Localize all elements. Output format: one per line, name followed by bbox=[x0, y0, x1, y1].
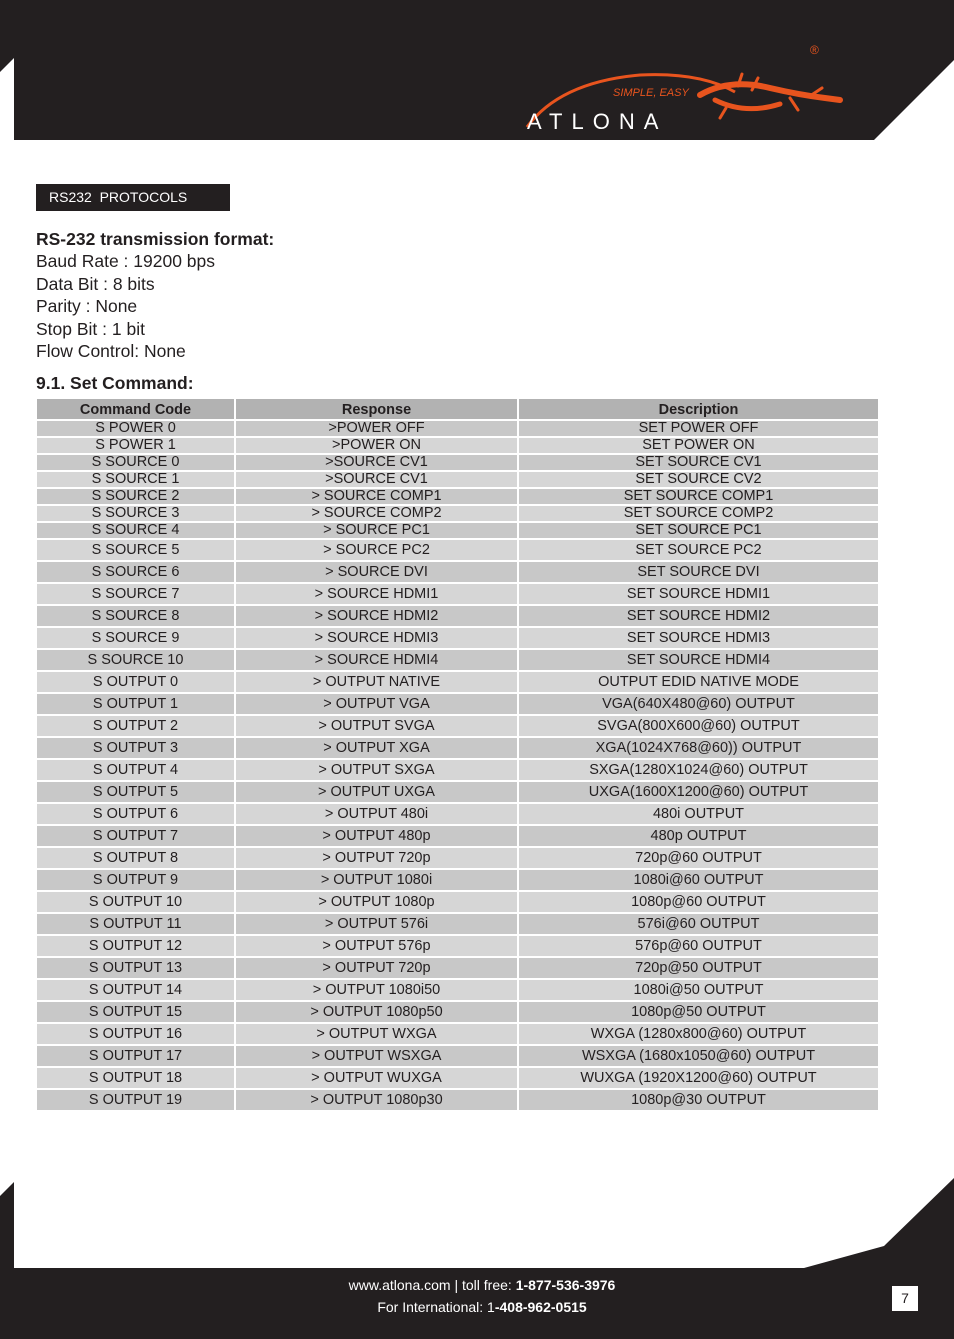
table-row bbox=[36, 471, 879, 488]
table-row bbox=[36, 627, 879, 649]
table-row bbox=[36, 605, 879, 627]
table-row bbox=[36, 1001, 879, 1023]
footer-intl-number: -408-962-0515 bbox=[494, 1299, 587, 1315]
table-row bbox=[36, 1089, 879, 1111]
baud-rate: Baud Rate : 19200 bps bbox=[36, 251, 216, 271]
description-cell: OUTPUT EDID NATIVE MODE bbox=[518, 671, 879, 693]
response-cell: > SOURCE COMP1 bbox=[235, 488, 518, 505]
flow-control: Flow Control: None bbox=[36, 341, 186, 361]
description-cell: SET SOURCE HDMI2 bbox=[518, 605, 879, 627]
table-row bbox=[36, 561, 879, 583]
response-cell: > OUTPUT UXGA bbox=[235, 781, 518, 803]
header-command-code: Command Code bbox=[36, 398, 235, 420]
table-row bbox=[36, 825, 879, 847]
command-code-cell: S SOURCE 7 bbox=[36, 583, 235, 605]
response-cell: > SOURCE HDMI2 bbox=[235, 605, 518, 627]
description-cell: 1080i@60 OUTPUT bbox=[518, 869, 879, 891]
command-code-cell: S POWER 1 bbox=[36, 437, 235, 454]
table-row bbox=[36, 539, 879, 561]
command-code-cell: S OUTPUT 10 bbox=[36, 891, 235, 913]
response-cell: >SOURCE CV1 bbox=[235, 454, 518, 471]
header-banner bbox=[0, 0, 954, 150]
response-cell: > SOURCE HDMI1 bbox=[235, 583, 518, 605]
response-cell: >POWER OFF bbox=[235, 420, 518, 437]
description-cell: 480i OUTPUT bbox=[518, 803, 879, 825]
table-row bbox=[36, 649, 879, 671]
command-code-cell: S OUTPUT 7 bbox=[36, 825, 235, 847]
table-body bbox=[36, 420, 879, 1111]
command-code-cell: S OUTPUT 14 bbox=[36, 979, 235, 1001]
footer-website: www.atlona.com bbox=[348, 1277, 451, 1293]
transmission-format bbox=[36, 228, 274, 363]
set-command-title: 9.1. Set Command: bbox=[36, 373, 194, 393]
footer-international-line bbox=[0, 1299, 954, 1315]
table-row bbox=[36, 737, 879, 759]
description-cell: 720p@60 OUTPUT bbox=[518, 847, 879, 869]
description-cell: XGA(1024X768@60)) OUTPUT bbox=[518, 737, 879, 759]
response-cell: > SOURCE HDMI3 bbox=[235, 627, 518, 649]
brand-wordmark: ATLONA bbox=[527, 109, 668, 134]
response-cell: > OUTPUT 1080p30 bbox=[235, 1089, 518, 1111]
table-row bbox=[36, 671, 879, 693]
description-cell: 1080i@50 OUTPUT bbox=[518, 979, 879, 1001]
command-code-cell: S SOURCE 2 bbox=[36, 488, 235, 505]
response-cell: > OUTPUT 1080i50 bbox=[235, 979, 518, 1001]
description-cell: SXGA(1280X1024@60) OUTPUT bbox=[518, 759, 879, 781]
tagline: SIMPLE, EASY bbox=[613, 87, 689, 99]
response-cell: > SOURCE COMP2 bbox=[235, 505, 518, 522]
command-code-cell: S OUTPUT 4 bbox=[36, 759, 235, 781]
command-code-cell: S SOURCE 0 bbox=[36, 454, 235, 471]
footer-contact-line bbox=[0, 1277, 954, 1293]
description-cell: 480p OUTPUT bbox=[518, 825, 879, 847]
description-cell: UXGA(1600X1200@60) OUTPUT bbox=[518, 781, 879, 803]
table-row bbox=[36, 803, 879, 825]
description-cell: SET SOURCE CV2 bbox=[518, 471, 879, 488]
command-code-cell: S OUTPUT 12 bbox=[36, 935, 235, 957]
table-row bbox=[36, 1067, 879, 1089]
table-row bbox=[36, 715, 879, 737]
response-cell: > OUTPUT VGA bbox=[235, 693, 518, 715]
command-code-cell: S OUTPUT 13 bbox=[36, 957, 235, 979]
table-row bbox=[36, 979, 879, 1001]
description-cell: SET SOURCE HDMI1 bbox=[518, 583, 879, 605]
response-cell: > OUTPUT 720p bbox=[235, 957, 518, 979]
command-code-cell: S SOURCE 4 bbox=[36, 522, 235, 539]
description-cell: WSXGA (1680x1050@60) OUTPUT bbox=[518, 1045, 879, 1067]
table-row bbox=[36, 891, 879, 913]
footer-toll-free: 1-877-536-3976 bbox=[515, 1277, 616, 1293]
response-cell: > SOURCE PC2 bbox=[235, 539, 518, 561]
stop-bit: Stop Bit : 1 bit bbox=[36, 318, 145, 339]
table-row bbox=[36, 935, 879, 957]
response-cell: > OUTPUT NATIVE bbox=[235, 671, 518, 693]
response-cell: > OUTPUT 480p bbox=[235, 825, 518, 847]
description-cell: SVGA(800X600@60) OUTPUT bbox=[518, 715, 879, 737]
response-cell: > OUTPUT SVGA bbox=[235, 715, 518, 737]
command-code-cell: S SOURCE 6 bbox=[36, 561, 235, 583]
table-row bbox=[36, 693, 879, 715]
command-code-cell: S OUTPUT 2 bbox=[36, 715, 235, 737]
description-cell: 576p@60 OUTPUT bbox=[518, 935, 879, 957]
command-code-cell: S OUTPUT 1 bbox=[36, 693, 235, 715]
header-description: Description bbox=[518, 398, 879, 420]
table-row bbox=[36, 420, 879, 437]
command-code-cell: S OUTPUT 8 bbox=[36, 847, 235, 869]
response-cell: >POWER ON bbox=[235, 437, 518, 454]
command-code-cell: S OUTPUT 5 bbox=[36, 781, 235, 803]
response-cell: > OUTPUT SXGA bbox=[235, 759, 518, 781]
transmission-title: RS-232 transmission format: bbox=[36, 229, 275, 249]
description-cell: WUXGA (1920X1200@60) OUTPUT bbox=[518, 1067, 879, 1089]
command-code-cell: S OUTPUT 11 bbox=[36, 913, 235, 935]
table-row bbox=[36, 437, 879, 454]
command-table bbox=[35, 397, 880, 1112]
description-cell: 1080p@30 OUTPUT bbox=[518, 1089, 879, 1111]
table-row bbox=[36, 505, 879, 522]
response-cell: > OUTPUT WSXGA bbox=[235, 1045, 518, 1067]
command-code-cell: S OUTPUT 19 bbox=[36, 1089, 235, 1111]
command-code-cell: S SOURCE 1 bbox=[36, 471, 235, 488]
command-code-cell: S SOURCE 5 bbox=[36, 539, 235, 561]
table-row bbox=[36, 869, 879, 891]
command-code-cell: S OUTPUT 6 bbox=[36, 803, 235, 825]
command-code-cell: S OUTPUT 15 bbox=[36, 1001, 235, 1023]
description-cell: SET SOURCE HDMI3 bbox=[518, 627, 879, 649]
command-code-cell: S SOURCE 10 bbox=[36, 649, 235, 671]
command-code-cell: S OUTPUT 18 bbox=[36, 1067, 235, 1089]
response-cell: > OUTPUT WXGA bbox=[235, 1023, 518, 1045]
description-cell: SET SOURCE CV1 bbox=[518, 454, 879, 471]
response-cell: > OUTPUT 1080p bbox=[235, 891, 518, 913]
table-row bbox=[36, 913, 879, 935]
response-cell: > SOURCE PC1 bbox=[235, 522, 518, 539]
table-row bbox=[36, 781, 879, 803]
command-code-cell: S OUTPUT 0 bbox=[36, 671, 235, 693]
command-code-cell: S SOURCE 8 bbox=[36, 605, 235, 627]
parity: Parity : None bbox=[36, 296, 138, 316]
command-code-cell: S POWER 0 bbox=[36, 420, 235, 437]
table-row bbox=[36, 1023, 879, 1045]
command-code-cell: S OUTPUT 17 bbox=[36, 1045, 235, 1067]
header-response: Response bbox=[235, 398, 518, 420]
response-cell: > OUTPUT 1080i bbox=[235, 869, 518, 891]
table-row bbox=[36, 957, 879, 979]
description-cell: SET SOURCE COMP1 bbox=[518, 488, 879, 505]
description-cell: SET POWER ON bbox=[518, 437, 879, 454]
description-cell: SET SOURCE PC1 bbox=[518, 522, 879, 539]
section-tab: RS232 PROTOCOLS bbox=[36, 184, 230, 211]
response-cell: >SOURCE CV1 bbox=[235, 471, 518, 488]
table-row bbox=[36, 522, 879, 539]
response-cell: > OUTPUT 576i bbox=[235, 913, 518, 935]
response-cell: > OUTPUT XGA bbox=[235, 737, 518, 759]
command-code-cell: S OUTPUT 3 bbox=[36, 737, 235, 759]
description-cell: 576i@60 OUTPUT bbox=[518, 913, 879, 935]
table-row bbox=[36, 1045, 879, 1067]
table-row bbox=[36, 454, 879, 471]
response-cell: > OUTPUT 480i bbox=[235, 803, 518, 825]
description-cell: SET SOURCE PC2 bbox=[518, 539, 879, 561]
table-row bbox=[36, 759, 879, 781]
description-cell: SET SOURCE HDMI4 bbox=[518, 649, 879, 671]
command-code-cell: S SOURCE 3 bbox=[36, 505, 235, 522]
description-cell: SET SOURCE COMP2 bbox=[518, 505, 879, 522]
response-cell: > OUTPUT WUXGA bbox=[235, 1067, 518, 1089]
footer-separator: | toll free: bbox=[450, 1277, 516, 1293]
description-cell: VGA(640X480@60) OUTPUT bbox=[518, 693, 879, 715]
data-bit: Data Bit : 8 bits bbox=[36, 273, 155, 294]
registered-mark: ® bbox=[810, 43, 819, 57]
response-cell: > OUTPUT 720p bbox=[235, 847, 518, 869]
table-header-row bbox=[36, 398, 879, 420]
description-cell: SET SOURCE DVI bbox=[518, 561, 879, 583]
description-cell: 720p@50 OUTPUT bbox=[518, 957, 879, 979]
response-cell: > SOURCE DVI bbox=[235, 561, 518, 583]
response-cell: > OUTPUT 1080p50 bbox=[235, 1001, 518, 1023]
page-number: 7 bbox=[892, 1286, 918, 1311]
description-cell: WXGA (1280x800@60) OUTPUT bbox=[518, 1023, 879, 1045]
description-cell: SET POWER OFF bbox=[518, 420, 879, 437]
footer-intl-label: For International: 1 bbox=[377, 1299, 495, 1315]
command-code-cell: S SOURCE 9 bbox=[36, 627, 235, 649]
command-code-cell: S OUTPUT 16 bbox=[36, 1023, 235, 1045]
table-row bbox=[36, 488, 879, 505]
table-row bbox=[36, 583, 879, 605]
description-cell: 1080p@60 OUTPUT bbox=[518, 891, 879, 913]
command-code-cell: S OUTPUT 9 bbox=[36, 869, 235, 891]
table-row bbox=[36, 847, 879, 869]
response-cell: > SOURCE HDMI4 bbox=[235, 649, 518, 671]
response-cell: > OUTPUT 576p bbox=[235, 935, 518, 957]
description-cell: 1080p@50 OUTPUT bbox=[518, 1001, 879, 1023]
